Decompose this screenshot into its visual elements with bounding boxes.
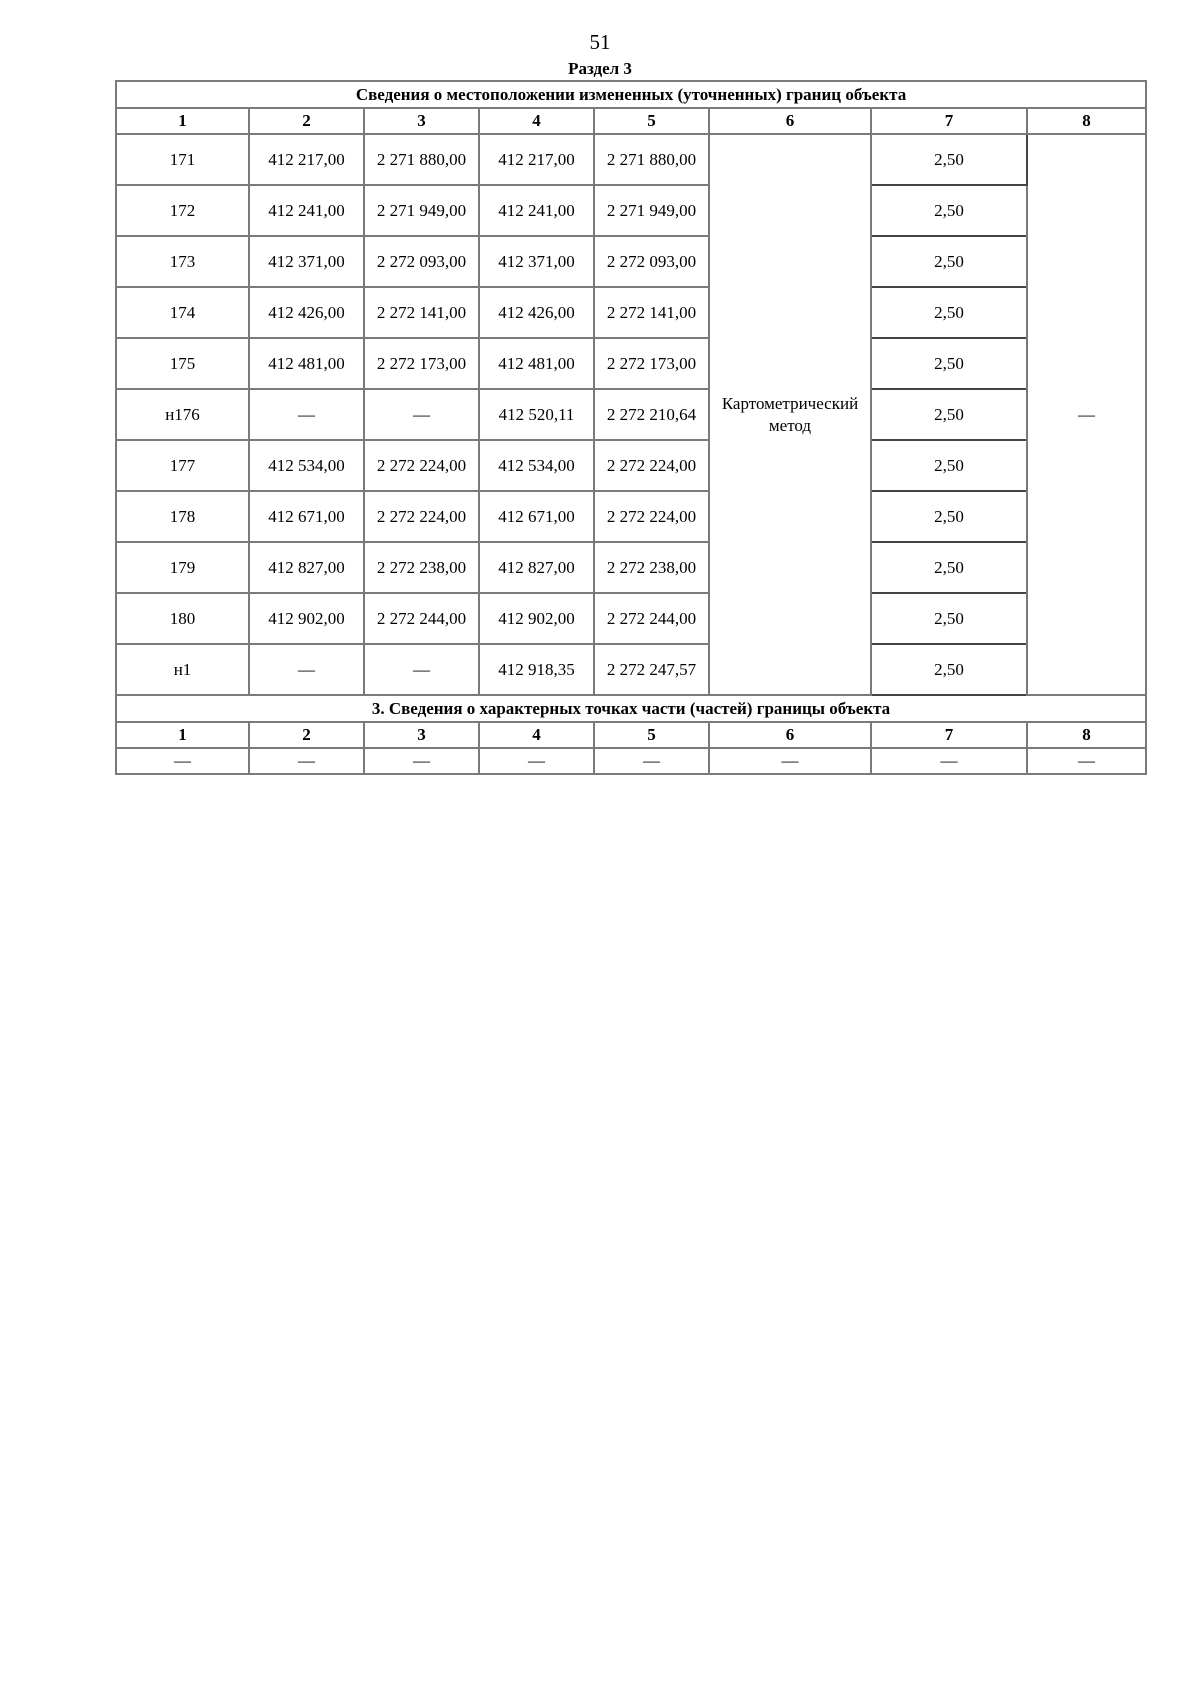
x-new-cell: 412 902,00	[479, 593, 594, 644]
accuracy-cell: 2,50	[871, 185, 1027, 236]
accuracy-cell: 2,50	[871, 389, 1027, 440]
empty-cell: —	[364, 748, 479, 774]
x-old-cell: 412 481,00	[249, 338, 364, 389]
accuracy-cell: 2,50	[871, 338, 1027, 389]
y-new-cell: 2 272 224,00	[594, 491, 709, 542]
x-new-cell: 412 520,11	[479, 389, 594, 440]
y-old-cell: 2 272 093,00	[364, 236, 479, 287]
x-new-cell: 412 241,00	[479, 185, 594, 236]
accuracy-cell: 2,50	[871, 491, 1027, 542]
boundary-points-table	[115, 80, 1147, 775]
point-id-cell: 174	[116, 287, 249, 338]
table-row	[116, 338, 1146, 389]
table-row	[116, 185, 1146, 236]
column-number: 5	[594, 722, 709, 748]
column-number: 1	[116, 722, 249, 748]
x-old-cell: 412 534,00	[249, 440, 364, 491]
column-number: 6	[709, 108, 871, 134]
y-new-cell: 2 272 210,64	[594, 389, 709, 440]
empty-cell: —	[249, 748, 364, 774]
accuracy-cell: 2,50	[871, 542, 1027, 593]
y-old-cell: —	[364, 389, 479, 440]
x-old-cell: 412 241,00	[249, 185, 364, 236]
point-id-cell: 171	[116, 134, 249, 185]
x-new-cell: 412 534,00	[479, 440, 594, 491]
column8-cell: —	[1027, 134, 1146, 695]
column-number: 2	[249, 722, 364, 748]
point-id-cell: н1	[116, 644, 249, 695]
method-cell: Картометрический метод	[709, 134, 871, 695]
x-old-cell: 412 827,00	[249, 542, 364, 593]
column-number: 2	[249, 108, 364, 134]
accuracy-cell: 2,50	[871, 644, 1027, 695]
y-new-cell: 2 272 247,57	[594, 644, 709, 695]
table2-caption-row	[116, 695, 1146, 722]
table-row	[116, 542, 1146, 593]
y-new-cell: 2 272 244,00	[594, 593, 709, 644]
column-number: 4	[479, 722, 594, 748]
column-number: 5	[594, 108, 709, 134]
table-row	[116, 134, 1146, 185]
empty-cell: —	[116, 748, 249, 774]
table2-column-numbers-row	[116, 722, 1146, 748]
x-new-cell: 412 426,00	[479, 287, 594, 338]
y-old-cell: —	[364, 644, 479, 695]
point-id-cell: 172	[116, 185, 249, 236]
x-new-cell: 412 217,00	[479, 134, 594, 185]
y-new-cell: 2 272 238,00	[594, 542, 709, 593]
y-old-cell: 2 272 238,00	[364, 542, 479, 593]
y-old-cell: 2 272 141,00	[364, 287, 479, 338]
point-id-cell: 177	[116, 440, 249, 491]
table1-column-numbers-row	[116, 108, 1146, 134]
column-number: 7	[871, 722, 1027, 748]
accuracy-cell: 2,50	[871, 134, 1027, 185]
y-new-cell: 2 272 224,00	[594, 440, 709, 491]
accuracy-cell: 2,50	[871, 287, 1027, 338]
y-new-cell: 2 272 141,00	[594, 287, 709, 338]
table1-caption-row	[116, 81, 1146, 108]
table2-empty-row	[116, 748, 1146, 774]
page-number: 51	[589, 30, 611, 54]
x-new-cell: 412 918,35	[479, 644, 594, 695]
y-old-cell: 2 271 949,00	[364, 185, 479, 236]
x-new-cell: 412 671,00	[479, 491, 594, 542]
point-id-cell: н176	[116, 389, 249, 440]
column-number: 3	[364, 108, 479, 134]
x-old-cell: —	[249, 644, 364, 695]
table2-caption: 3. Сведения о характерных точках части (частей) границы объекта	[116, 695, 1146, 722]
column-number: 8	[1027, 722, 1146, 748]
x-old-cell: 412 371,00	[249, 236, 364, 287]
point-id-cell: 173	[116, 236, 249, 287]
point-id-cell: 175	[116, 338, 249, 389]
x-new-cell: 412 827,00	[479, 542, 594, 593]
accuracy-cell: 2,50	[871, 440, 1027, 491]
column-number: 4	[479, 108, 594, 134]
column-number: 7	[871, 108, 1027, 134]
y-old-cell: 2 271 880,00	[364, 134, 479, 185]
column-number: 6	[709, 722, 871, 748]
empty-cell: —	[1027, 748, 1146, 774]
table-row	[116, 593, 1146, 644]
point-id-cell: 178	[116, 491, 249, 542]
section-title: Раздел 3	[568, 59, 632, 78]
y-new-cell: 2 271 949,00	[594, 185, 709, 236]
empty-cell: —	[594, 748, 709, 774]
empty-cell: —	[479, 748, 594, 774]
y-old-cell: 2 272 224,00	[364, 491, 479, 542]
table-row	[116, 440, 1146, 491]
y-new-cell: 2 272 173,00	[594, 338, 709, 389]
point-id-cell: 180	[116, 593, 249, 644]
x-old-cell: —	[249, 389, 364, 440]
x-old-cell: 412 902,00	[249, 593, 364, 644]
x-old-cell: 412 426,00	[249, 287, 364, 338]
y-new-cell: 2 272 093,00	[594, 236, 709, 287]
point-id-cell: 179	[116, 542, 249, 593]
column-number: 1	[116, 108, 249, 134]
y-old-cell: 2 272 173,00	[364, 338, 479, 389]
table-row	[116, 389, 1146, 440]
table-row	[116, 287, 1146, 338]
table-row	[116, 236, 1146, 287]
table-row	[116, 491, 1146, 542]
y-new-cell: 2 271 880,00	[594, 134, 709, 185]
x-old-cell: 412 217,00	[249, 134, 364, 185]
x-new-cell: 412 481,00	[479, 338, 594, 389]
accuracy-cell: 2,50	[871, 236, 1027, 287]
column-number: 8	[1027, 108, 1146, 134]
x-new-cell: 412 371,00	[479, 236, 594, 287]
table-row	[116, 644, 1146, 695]
column-number: 3	[364, 722, 479, 748]
empty-cell: —	[709, 748, 871, 774]
table1-caption: Сведения о местоположении измененных (уточненных) границ объекта	[116, 81, 1146, 108]
x-old-cell: 412 671,00	[249, 491, 364, 542]
y-old-cell: 2 272 224,00	[364, 440, 479, 491]
accuracy-cell: 2,50	[871, 593, 1027, 644]
empty-cell: —	[871, 748, 1027, 774]
y-old-cell: 2 272 244,00	[364, 593, 479, 644]
